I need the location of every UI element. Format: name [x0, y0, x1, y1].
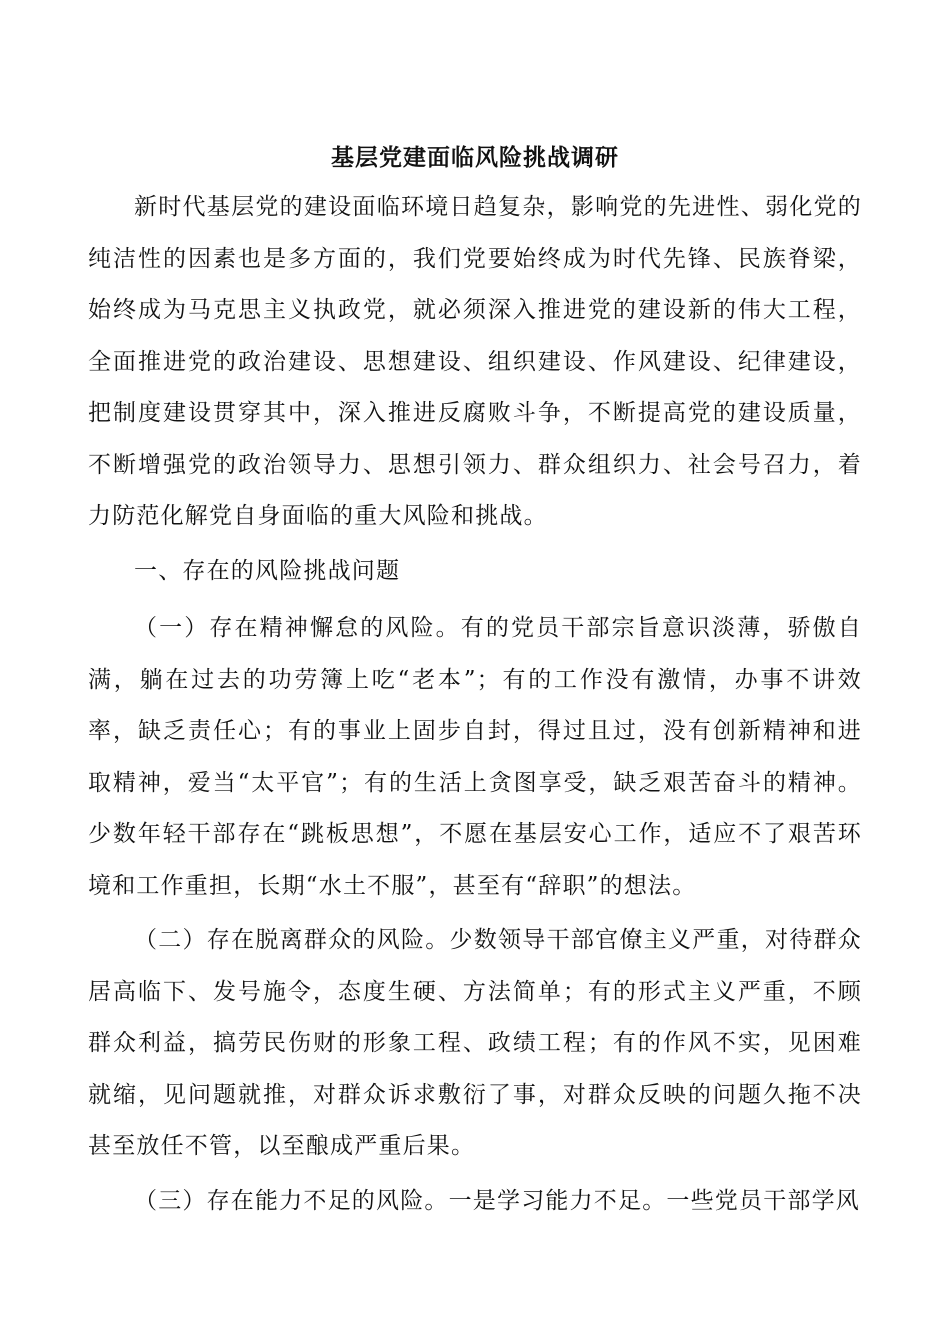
paragraph-3: （三）存在能力不足的风险。一是学习能力不足。一些党员干部学风 [134, 1187, 860, 1214]
document-title: 基层党建面临风险挑战调研 [331, 144, 619, 171]
paragraph-1: （一）存在精神懈怠的风险。有的党员干部宗旨意识淡薄，骄傲自满，躺在过去的功劳簿上吃“老本”；有的工作没有激情，办事不讲效率，缺乏责任心；有的事业上固步自封，得过且过，没有创新精神和进取精神，爱当“太平官”；有的生活上贪图享受，缺乏艰苦奋斗的精神。少数年轻干部存在“跳板思想”，不愿在基层安心工作，适应不了艰苦环境和工作重担，长期“水土不服”，甚至有“辞职”的想法。 [88, 615, 862, 899]
document-page [88, 138, 862, 1230]
intro-paragraph: 新时代基层党的建设面临环境日趋复杂，影响党的先进性、弱化党的纯洁性的因素也是多方面的，我们党要始终成为时代先锋、民族脊梁，始终成为马克思主义执政党，就必须深入推进党的建设新的伟大工程，全面推进党的政治建设、思想建设、组织建设、作风建设、纪律建设，把制度建设贯穿其中，深入推进反腐败斗争，不断提高党的建设质量，不断增强党的政治领导力、思想引领力、群众组织力、社会号召力，着力防范化解党自身面临的重大风险和挑战。 [88, 194, 862, 529]
section-heading: 一、存在的风险挑战问题 [134, 557, 401, 584]
paragraph-2: （二）存在脱离群众的风险。少数领导干部官僚主义严重，对待群众居高临下、发号施令，态度生硬、方法简单；有的形式主义严重，不顾群众利益，搞劳民伤财的形象工程、政绩工程；有的作风不实，见困难就缩，见问题就推，对群众诉求敷衍了事，对群众反映的问题久拖不决甚至放任不管，以至酿成严重后果。 [88, 927, 862, 1159]
